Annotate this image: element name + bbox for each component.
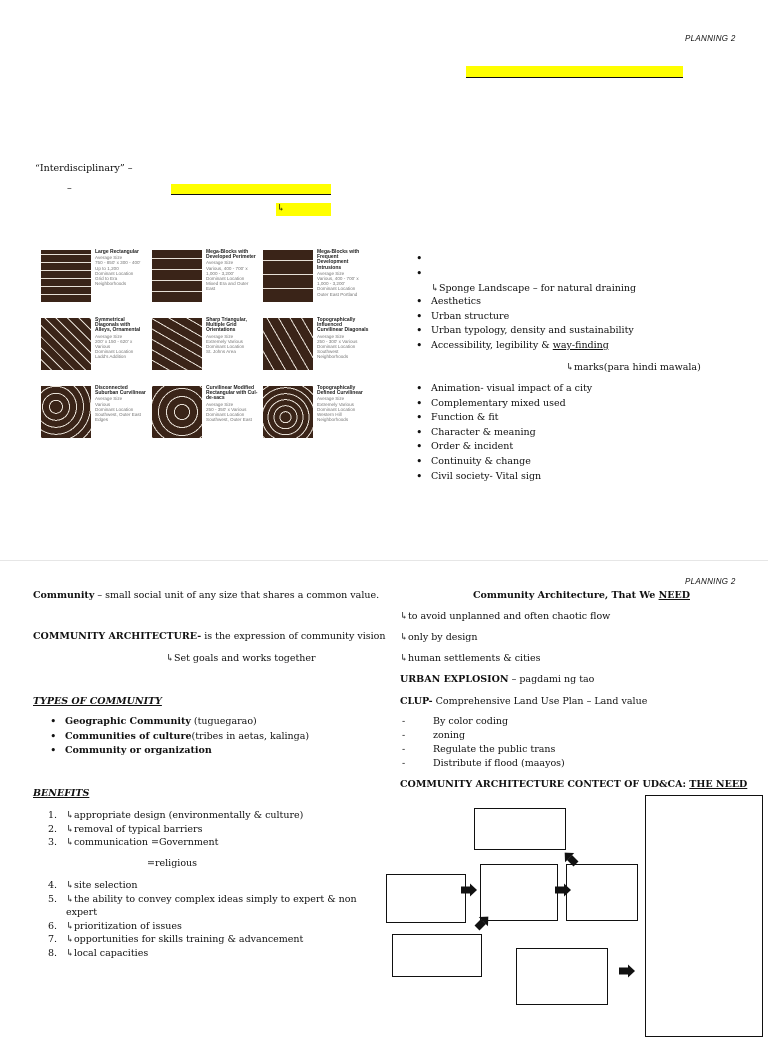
type-name: Geographic Community: [65, 716, 191, 727]
list-item: • Continuity & change: [414, 455, 592, 470]
block-pattern-detail: 250 - 350' x Various: [206, 406, 247, 412]
block-pattern-detail: Neighborhoods: [317, 417, 349, 423]
need-title-text: Community Architecture, That We: [473, 590, 659, 601]
list-item: • Order & incident: [414, 440, 592, 455]
block-pattern-detail: Grid to Era: [95, 276, 118, 282]
block-pattern-detail: Outer East Portland: [317, 291, 358, 297]
block-pattern-title: Symmetrical Diagonals with Alleys, Ornamental: [95, 317, 141, 334]
block-pattern-detail: Dominant Location: [206, 412, 245, 418]
block-pattern-title: Curvilinear Modified Rectangular with Cul-de-sacs: [206, 385, 258, 402]
block-pattern-detail: 750 - 850' x 300 - 400': [95, 260, 141, 266]
block-pattern-detail: Dominant Location: [317, 406, 356, 412]
type-name: Communities of culture: [65, 730, 192, 742]
block-pattern-detail: Extremely Various: [206, 338, 243, 344]
list-item: • Complementary mixed used: [414, 397, 592, 412]
block-pattern-detail: Dominant Location: [317, 344, 356, 350]
item-number: 2.: [48, 823, 58, 835]
block-pattern-detail: Average Size: [95, 255, 123, 261]
block-pattern-title: Mega-Blocks with Frequent Development Intrusions: [317, 249, 360, 271]
block-pattern-detail: Average Size: [206, 401, 234, 407]
list-item: - Regulate the public trans: [400, 743, 565, 757]
type-note: (tribes in aetas, kalinga): [191, 730, 310, 742]
block-pattern-detail: 250 - 300' x Various: [317, 338, 358, 344]
block-pattern-title: Large Rectangular: [95, 249, 139, 255]
clup-def: Comprehensive Land Use Plan – Land value: [432, 696, 648, 707]
item-number: 3.: [48, 837, 58, 848]
block-pattern-detail: Dominant Location: [317, 286, 356, 292]
types-heading: TYPES OF COMMUNITY: [33, 696, 162, 707]
block-pattern-detail: Average Size: [95, 333, 123, 339]
block-pattern-detail: Average Size: [317, 333, 345, 339]
religious-note: =religious: [147, 858, 198, 869]
need-line: ↳only by design: [400, 632, 478, 643]
urban-term: URBAN EXPLOSION: [400, 674, 509, 685]
the-need-text: THE NEED: [689, 779, 748, 790]
block-pattern-detail: Dominant Location: [206, 276, 245, 282]
community-term: Community: [33, 590, 95, 601]
block-pattern-detail: Various, 400 - 700' x: [317, 276, 359, 282]
benefits-heading: BENEFITS: [33, 788, 90, 799]
list-item: - By color coding: [400, 715, 565, 729]
block-pattern-detail: Dominant Location: [95, 270, 134, 276]
item-text: ↳site selection: [66, 880, 138, 891]
item-text: ↳local capacities: [66, 947, 149, 959]
item-number: 4.: [48, 880, 58, 891]
block-pattern-detail: Mixed Era and Outer East: [206, 281, 249, 292]
item-text: ↳the ability to convey complex ideas simply to expert & non expert: [66, 893, 357, 918]
block-pattern-detail: 1,000 - 3,200': [317, 281, 345, 287]
type-note: (tuguegarao): [190, 716, 257, 727]
dash-mark: –: [67, 183, 72, 194]
need-line: ↳to avoid unplanned and often chaotic flow: [400, 611, 611, 622]
page-header: PLANNING 2: [685, 577, 736, 586]
block-pattern-detail: Western Hill: [317, 412, 342, 418]
block-pattern-detail: Neighborhoods: [317, 354, 349, 360]
block-pattern-title: Mega-Blocks with Developed Perimeter: [206, 249, 256, 261]
item-text: ↳communication =Government: [66, 837, 219, 848]
block-pattern-detail: Dominant Location: [206, 344, 245, 350]
block-pattern-title: Topographically Defined Curvilinear: [317, 385, 363, 397]
accessibility-text: Accessibility, legibility &: [431, 339, 553, 351]
block-pattern-detail: Southwest, Outer East: [206, 417, 252, 423]
up-right-arrow-icon: [472, 912, 493, 933]
list-item: • Urban typology, density and sustainability: [414, 324, 634, 339]
block-pattern-detail: Neighborhoods: [95, 281, 127, 287]
sponge-landscape-note: ↳Sponge Landscape – for natural draining: [431, 283, 637, 294]
item-text: ↳opportunities for skills training & advancement: [66, 934, 304, 945]
arrow-mark: ↳: [277, 203, 285, 214]
wayfinding-text: way-finding: [552, 339, 609, 351]
block-pattern-detail: Extremely Various: [317, 401, 354, 407]
block-pattern-detail: Edges: [95, 417, 109, 423]
block-pattern-detail: Dominant Location: [95, 406, 134, 412]
list-item: • Urban structure: [414, 310, 634, 325]
list-item: - Distribute if flood (maayos): [400, 757, 565, 771]
page-header: PLANNING 2: [685, 34, 736, 43]
block-pattern-detail: Various: [95, 401, 111, 407]
block-pattern-title: Sharp Triangular, Multiple Grid Orientations: [206, 317, 247, 334]
list-item: • Character & meaning: [414, 426, 592, 441]
up-left-arrow-icon: [560, 848, 581, 869]
block-pattern-detail: Average Size: [206, 260, 234, 266]
ca-def: is the expression of community vision: [201, 631, 386, 642]
block-pattern-detail: Southwest, Outer East: [95, 412, 141, 418]
right-arrow-icon: [619, 965, 635, 978]
list-item: • Aesthetics: [414, 295, 634, 310]
block-pattern-detail: 1,000 - 3,200': [206, 270, 234, 276]
item-text: ↳appropriate design (environmentally & culture): [66, 810, 304, 821]
block-pattern-title: Disconnected Suburban Curvilinear: [95, 385, 146, 397]
item-number: 5.: [48, 893, 58, 905]
need-line: ↳human settlements & cities: [400, 653, 541, 664]
item-text: ↳removal of typical barriers: [66, 823, 203, 835]
item-text: ↳prioritization of issues: [66, 920, 182, 932]
item-number: 6.: [48, 920, 58, 932]
right-arrow-icon: [461, 884, 477, 897]
list-item: - zoning: [400, 729, 565, 743]
list-item: • Animation- visual impact of a city: [414, 382, 592, 397]
block-pattern-detail: 200' x 150 - 620' x: [95, 338, 133, 344]
block-pattern-detail: Up to 1,200: [95, 265, 119, 271]
block-pattern-detail: Average Size: [317, 270, 345, 276]
interdisciplinary-label: “Interdisciplinary” –: [35, 163, 133, 174]
urban-def: – pagdami ng tao: [508, 674, 595, 685]
block-pattern-detail: St. Johns Area: [206, 349, 236, 355]
block-pattern-detail: Ladd's Addition: [95, 354, 127, 360]
list-item: • Civil society- Vital sign: [414, 470, 592, 485]
type-name: Community or organization: [65, 745, 212, 757]
ca-goals: ↳Set goals and works together: [166, 653, 316, 664]
item-number: 7.: [48, 934, 58, 945]
block-pattern-detail: Average Size: [206, 333, 234, 339]
need-word: NEED: [658, 590, 690, 601]
marks-note: ↳marks(para hindi mawala): [566, 362, 701, 373]
block-pattern-title: Topographically Influenced Curvilinear Diagonals: [317, 317, 369, 334]
community-def: – small social unit of any size that shares a common value.: [94, 590, 380, 601]
block-pattern-detail: Average Size: [95, 396, 123, 402]
block-pattern-detail: Dominant Location: [95, 349, 134, 355]
block-pattern-detail: Various, 400 - 700' x: [206, 265, 248, 271]
item-number: 8.: [48, 947, 58, 959]
block-pattern-detail: Various: [95, 344, 111, 350]
list-item: • Function & fit: [414, 411, 592, 426]
clup-term: CLUP-: [400, 696, 433, 707]
block-pattern-detail: Southwest: [317, 349, 339, 355]
right-arrow-icon: [555, 884, 571, 897]
block-pattern-detail: Average Size: [317, 396, 345, 402]
ca-term: COMMUNITY ARCHITECTURE-: [33, 631, 202, 642]
item-number: 1.: [48, 810, 58, 821]
contect-text: COMMUNITY ARCHITECTURE CONTECT OF UD&CA:: [400, 779, 690, 790]
